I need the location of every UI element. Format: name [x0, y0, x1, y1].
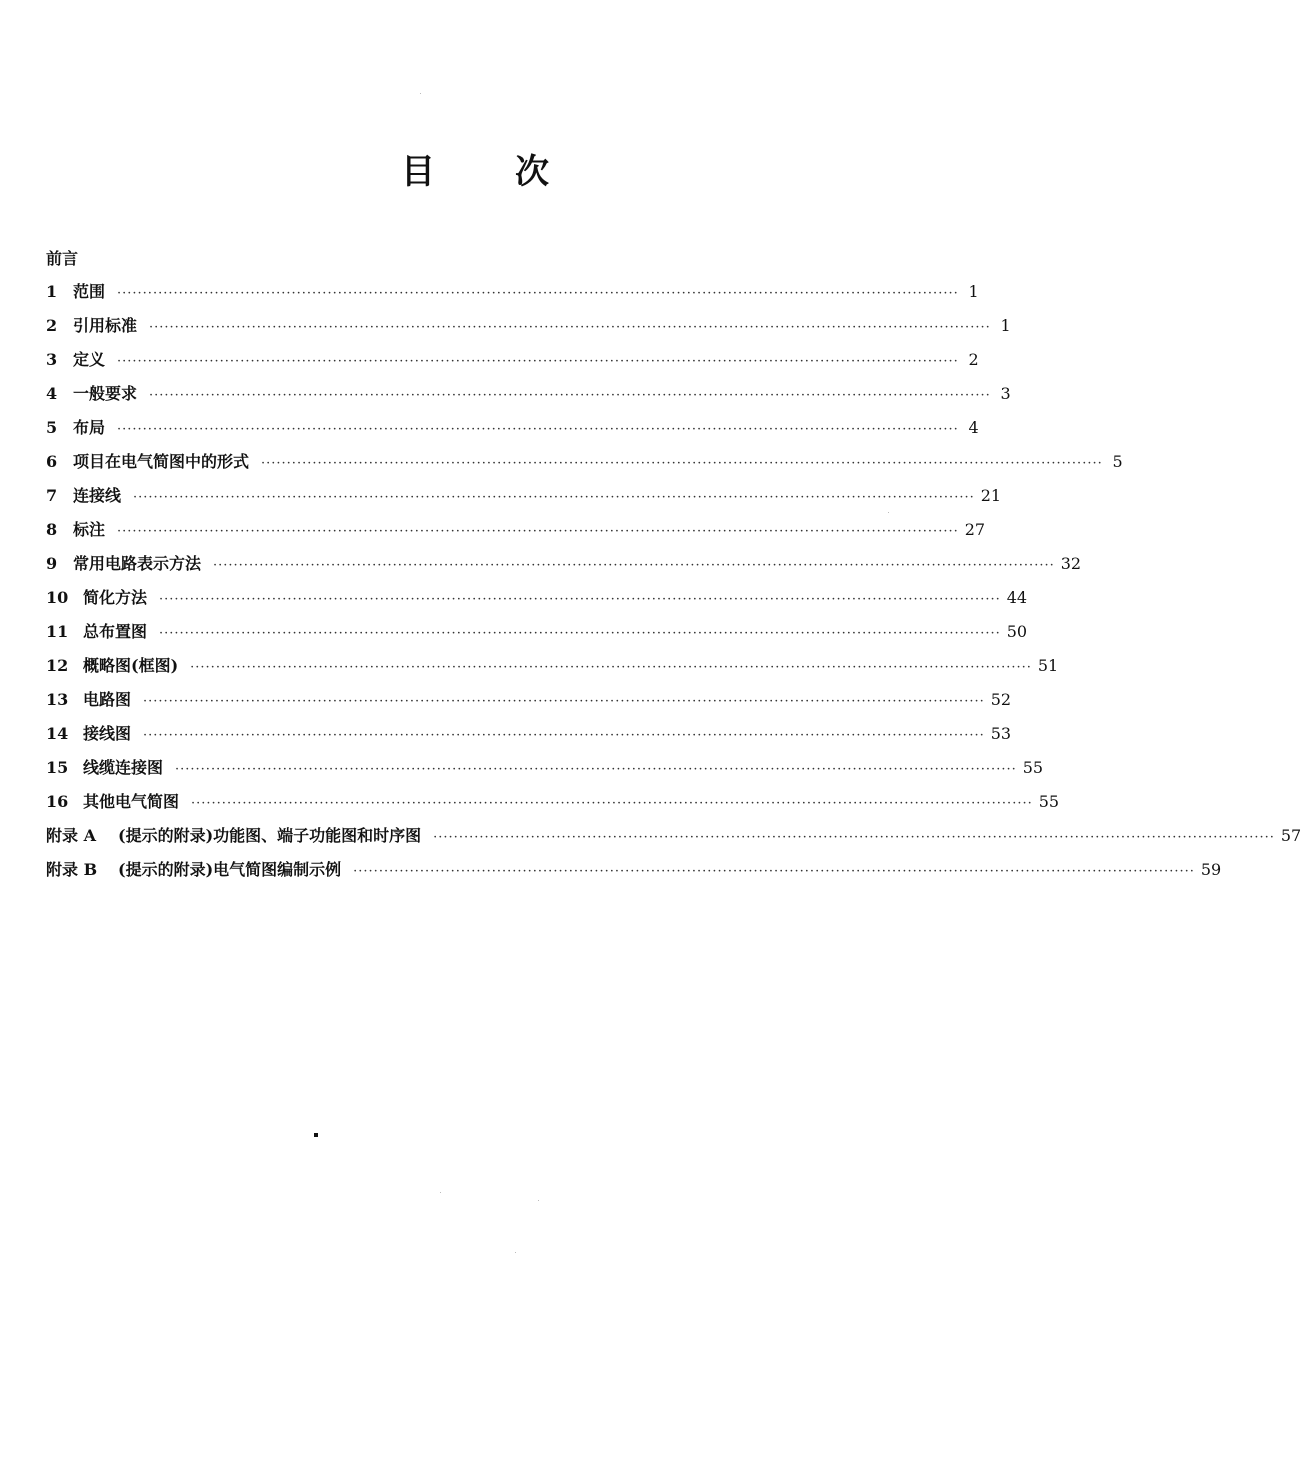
- toc-entry-number: 16: [46, 792, 69, 811]
- toc-entry[interactable]: [46, 348, 979, 382]
- toc-entry[interactable]: [46, 382, 1011, 416]
- toc-entry-number: 7: [46, 486, 58, 505]
- toc-entry-title: 范围: [73, 282, 106, 301]
- toc-entry-page: 21: [980, 486, 1002, 505]
- title-char-1: 目: [401, 152, 435, 192]
- toc-entry-number: 1: [46, 282, 58, 301]
- title-char-2: 次: [515, 152, 549, 192]
- toc-entry-page: 44: [1006, 588, 1028, 607]
- toc-appendix-entry[interactable]: [46, 858, 1222, 892]
- toc-entry-page: 3: [1000, 384, 1011, 403]
- toc-leader-dots: ····································································································································································: [117, 524, 959, 539]
- toc-entry-title: 引用标准: [73, 316, 138, 335]
- toc-entry-title: 一般要求: [73, 384, 138, 403]
- toc-leader-dots: ····································································································································································: [353, 864, 1195, 879]
- toc-entry-number: 5: [46, 418, 58, 437]
- toc-leader-dots: ····································································································································································: [117, 354, 959, 369]
- toc-entry-number: 15: [46, 758, 69, 777]
- toc-leader-dots: ····································································································································································: [143, 728, 985, 743]
- toc-entry-title: 常用电路表示方法: [73, 554, 202, 573]
- toc-entry[interactable]: [46, 620, 1028, 654]
- toc-entry[interactable]: [46, 518, 986, 552]
- toc-entry-page: 52: [990, 690, 1012, 709]
- toc-entry-title: 总布置图: [83, 622, 148, 641]
- toc-entry-title: 简化方法: [83, 588, 148, 607]
- toc-entry-page: 32: [1060, 554, 1082, 573]
- toc-entry-page: 4: [968, 418, 979, 437]
- toc-entry-number: 14: [46, 724, 69, 743]
- toc-leader-dots: ····································································································································································: [433, 830, 1275, 845]
- toc-entry[interactable]: [46, 450, 1123, 484]
- toc-leader-dots: ····································································································································································: [117, 422, 959, 437]
- toc-leader-dots: ····································································································································································: [133, 490, 975, 505]
- toc-entry-number: 4: [46, 384, 58, 403]
- toc-entry-number: 3: [46, 350, 58, 369]
- toc-entry[interactable]: [46, 790, 1060, 824]
- toc-entry[interactable]: [46, 756, 1044, 790]
- toc-entry[interactable]: [46, 654, 1059, 688]
- toc-entry-title: 其他电气简图: [83, 792, 180, 811]
- toc-appendix-entry[interactable]: [46, 824, 1301, 858]
- toc-entry-number: 12: [46, 656, 69, 675]
- toc-entry-page: 55: [1038, 792, 1060, 811]
- toc-entry-title: 连接线: [73, 486, 122, 505]
- toc-entry-number: 附录 B: [46, 860, 98, 879]
- toc-entry-page: 50: [1006, 622, 1028, 641]
- toc-leader-dots: ····································································································································································: [159, 626, 1001, 641]
- toc-entry-page: 59: [1200, 860, 1222, 879]
- toc-entry-number: 13: [46, 690, 69, 709]
- toc-entry[interactable]: [46, 416, 979, 450]
- toc-entry-title: 概略图(框图): [83, 656, 179, 675]
- toc-entry-page: 27: [964, 520, 986, 539]
- toc-leader-dots: ····································································································································································: [261, 456, 1103, 471]
- toc-entry[interactable]: [46, 280, 979, 314]
- toc-entry-number: 6: [46, 452, 58, 471]
- toc-leader-dots: ····································································································································································: [213, 558, 1055, 573]
- toc-entry-title: 电路图: [83, 690, 132, 709]
- toc-entry-page: 53: [990, 724, 1012, 743]
- toc-entry-title: (提示的附录)电气简图编制示例: [118, 860, 342, 879]
- toc-entry-title: 布局: [73, 418, 106, 437]
- toc-leader-dots: ····································································································································································: [149, 388, 991, 403]
- toc-entry[interactable]: [46, 484, 1002, 518]
- toc-entry-number: 9: [46, 554, 58, 573]
- toc-entry-page: 57: [1280, 826, 1301, 845]
- toc-entry-title: 定义: [73, 350, 106, 369]
- table-of-contents: [46, 280, 1301, 892]
- toc-preface[interactable]: 前言: [46, 249, 79, 268]
- scan-dot-mark: [314, 1133, 318, 1137]
- toc-leader-dots: ····································································································································································: [191, 796, 1033, 811]
- toc-entry[interactable]: [46, 688, 1012, 722]
- toc-entry-page: 51: [1037, 656, 1059, 675]
- page-title: [0, 150, 950, 194]
- toc-entry-page: 5: [1112, 452, 1123, 471]
- toc-entry-number: 10: [46, 588, 69, 607]
- toc-entry[interactable]: [46, 722, 1012, 756]
- toc-entry-title: 项目在电气简图中的形式: [73, 452, 250, 471]
- toc-leader-dots: ····································································································································································: [149, 320, 991, 335]
- toc-leader-dots: ····································································································································································: [143, 694, 985, 709]
- toc-entry-page: 55: [1022, 758, 1044, 777]
- toc-entry-page: 1: [968, 282, 979, 301]
- toc-entry-title: 接线图: [83, 724, 132, 743]
- toc-leader-dots: ····································································································································································: [190, 660, 1032, 675]
- toc-entry-number: 11: [46, 622, 69, 641]
- toc-leader-dots: ····································································································································································: [175, 762, 1017, 777]
- toc-entry-number: 2: [46, 316, 58, 335]
- toc-leader-dots: ····································································································································································: [159, 592, 1001, 607]
- toc-entry-title: 线缆连接图: [83, 758, 164, 777]
- toc-entry-title: 标注: [73, 520, 106, 539]
- toc-entry-number: 附录 A: [46, 826, 96, 845]
- toc-entry[interactable]: [46, 586, 1028, 620]
- toc-entry-page: 2: [968, 350, 979, 369]
- toc-entry[interactable]: [46, 552, 1082, 586]
- toc-entry-number: 8: [46, 520, 58, 539]
- toc-entry-title: (提示的附录)功能图、端子功能图和时序图: [118, 826, 422, 845]
- toc-leader-dots: ····································································································································································: [117, 286, 959, 301]
- toc-entry-page: 1: [1000, 316, 1011, 335]
- toc-entry[interactable]: [46, 314, 1011, 348]
